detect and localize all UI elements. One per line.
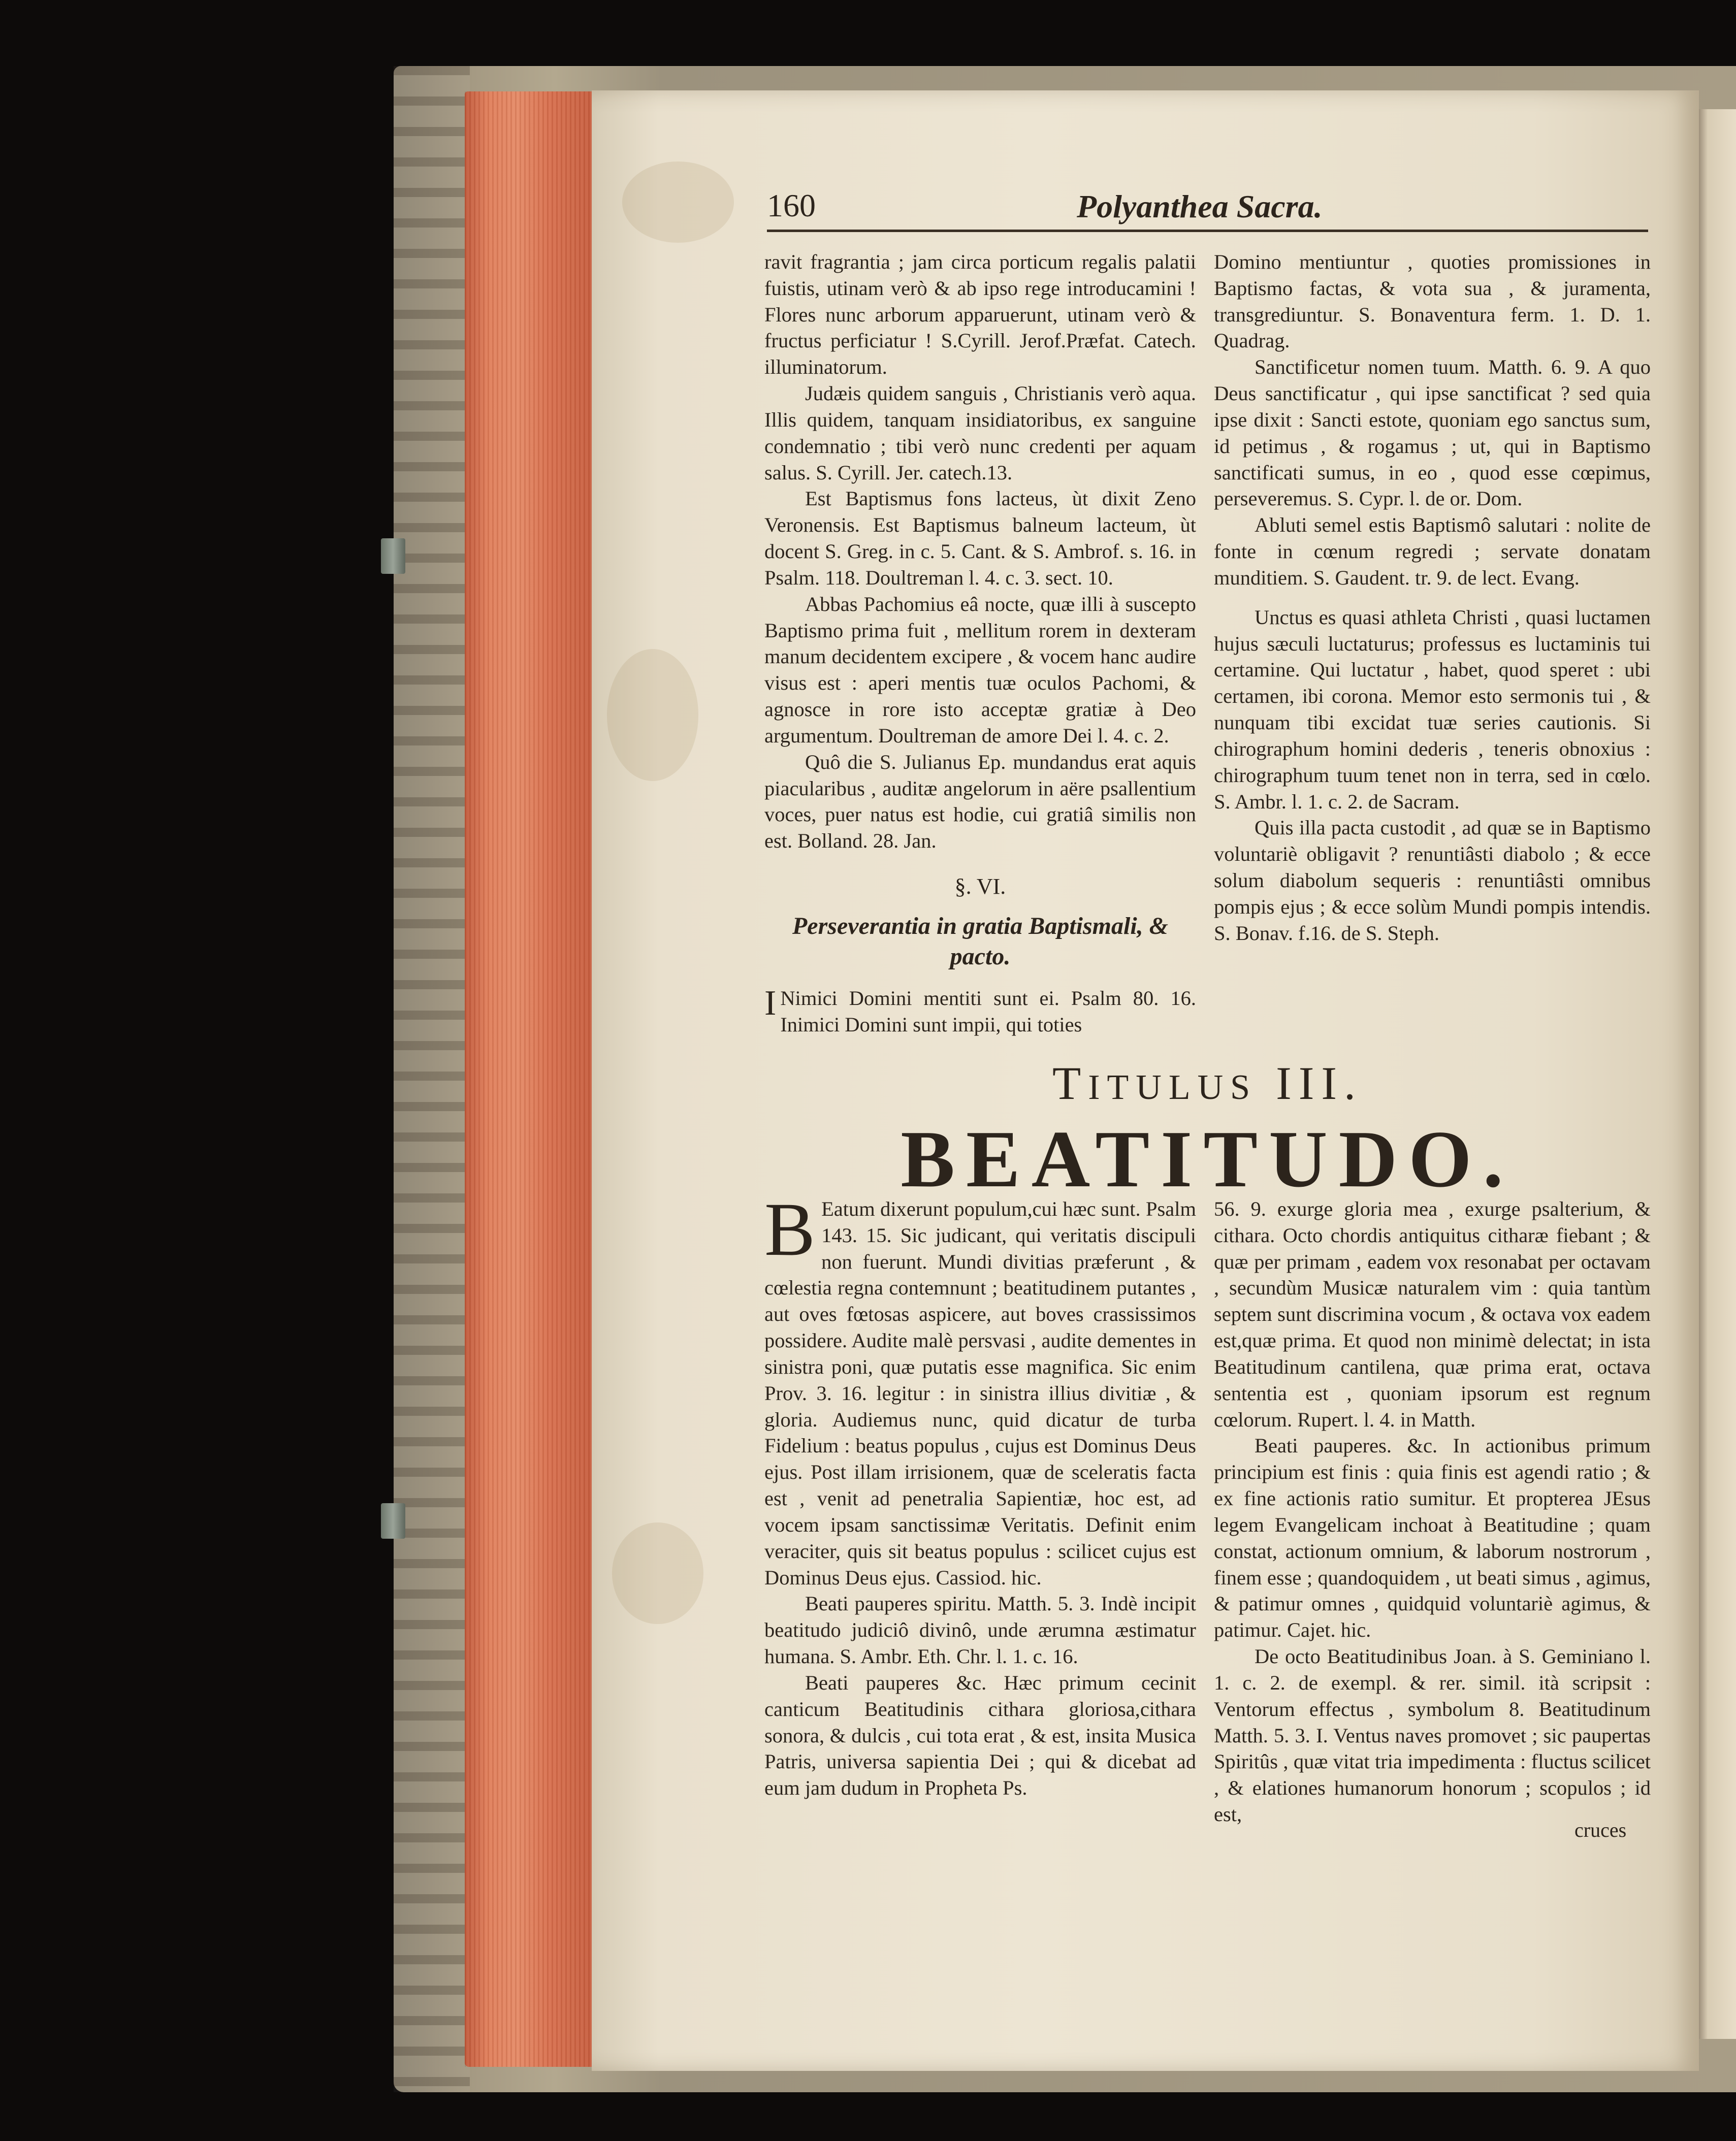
chapter-title: BEATITUDO. — [901, 1114, 1515, 1204]
paragraph: Quis illa pacta custodit , ad quæ se in Baptismo voluntariè obligavit ? renuntiâsti diabolo ; & ecce solum diabolum sequeris : renuntiâsti omnibus pompis ejus ; & ecce solùm Mundi pompis intendis. S. Bonav. f.16. de S. Steph. — [1214, 816, 1651, 945]
column-left-bottom — [764, 1187, 1196, 1801]
titulus-word: ITULUS — [1088, 1068, 1258, 1107]
paragraph-text: Nimici Domini mentiti sunt ei. Psalm 80. 16. Inimici Domini sunt impii, qui toties — [780, 987, 1196, 1036]
paragraph: Quô die S. Julianus Ep. mundandus erat aquis piacularibus , auditæ angelorum in aëre psallentium voces, puer natus est hodie, cui gratiâ similis non est. Bolland. 28. Jan. — [764, 750, 1196, 853]
page-stain — [622, 161, 734, 243]
paragraph: Judæis quidem sanguis , Christianis verò aqua. Illis quidem, tanquam insidiatoribus, ex sanguine condemnatio ; tibi verò nunc credenti per aquam salus. S. Cyrill. Jer. catech.13. — [764, 382, 1196, 484]
paragraph: Abbas Pachomius eâ nocte, quæ illi à suscepto Baptismo prima fuit , mellitum rorem in dexteram manum decidentem excipere , & vocem hanc audire visus est : aperi mentis tuæ oculos Pachomi, & agnosce in rore isto acceptæ gratiæ à Deo argumentum. Doultreman de amore Dei l. 4. c. 2. — [764, 592, 1196, 747]
clasp-upper — [381, 538, 405, 574]
paragraph: Abluti semel estis Baptismô salutari : nolite de fonte in cœnum regredi ; servate donatam munditiem. S. Gaudent. tr. 9. de lect. Evang. — [1214, 513, 1651, 589]
paragraph: Est Baptismus fons lacteus, ùt dixit Zeno Veronensis. Est Baptismus balneum lacteum, ùt docent S. Greg. in c. 5. Cant. & S. Ambrof. s. 16. in Psalm. 118. Doultreman l. 4. c. 3. sect. 10. — [764, 487, 1196, 589]
paragraph: Sanctificetur nomen tuum. Matth. 6. 9. A quo Deus sanctificatur , qui ipse sanctificat ? sed quia ipse dixit : Sancti estote, quoniam ego sanctus sum, id petimus , & rogamus ; ut, qui in Baptismo sanctificati sumus, in eo , quod esse cœpimus, perseveremus. S. Cypr. l. de or. Dom. — [1214, 355, 1651, 510]
paragraph: ravit fragrantia ; jam circa porticum regalis palatii fuistis, utinam verò & ab ipso rege introducamini ! Flores nunc arborum apparuerunt, utinam verò & fructus perficiatur ! S.Cyrill. Jerof.Præfat. Catech. illuminatorum. — [764, 250, 1196, 379]
catchword: cruces — [1574, 1819, 1627, 1841]
page-stain — [607, 649, 698, 781]
paragraph-text: Eatum dixerunt populum,cui hæc sunt. Psalm 143. 15. Sic judicant, qui veritatis discipuli non fuerunt. Mundi divitias præferunt , & cœlestia regna contemnunt ; beatitudinem putantes , aut oves fœtosas aspicere, aut boves crassissimos possidere. Audite malè persvasi , audite dementes in sinistra poni, quæ putatis esse magnifica. Sic enim Prov. 3. 16. legitur : in sinistra illius divitiæ , & gloria. Audiemus nunc, quid dicatur de turba Fidelium : beatus populus , cujus est Dominus Deus ejus. Post illam irrisionem, quæ de sceleratis facta est , venit ad penetralia Sapientiæ, hoc est, ad vocem ipsam sanctissimæ Veritatis. Definit enim veraciter, quis sit beatus populus : scilicet cujus est Dominus Deus ejus. Cassiod. hic. — [764, 1197, 1196, 1589]
paragraph: Beati pauperes &c. Hæc primum cecinit canticum Beatitudinis cithara gloriosa,cithara sonora, & dulcis , cui tota erat , & est, insita Musica Patris, universa sapientia Dei ; qui & dicebat ad eum jam dudum in Propheta Ps. — [764, 1671, 1196, 1800]
column-left-top — [764, 249, 1196, 1038]
running-head — [767, 187, 1648, 233]
section-mark: §. VI. — [954, 874, 1006, 899]
initial-letter: I — [764, 984, 777, 1023]
initial-letter: B — [764, 1187, 816, 1272]
section-heading: Perseverantia in gratia Baptismali, & pacto. — [792, 913, 1169, 970]
page-number: 160 — [767, 187, 816, 223]
titulus-first-letter: T — [1052, 1057, 1088, 1109]
clasp-lower — [381, 1503, 405, 1539]
paragraph: Beati pauperes. &c. In actionibus primum principium est finis : quia finis est agendi ratio ; & ex fine actionis ratio sumitur. Et propterea JEsus legem Evangelicam inchoat à Beatitudine ; quam constat, actionum omnium, & laborum nostrorum , finem esse ; quandoquidem , ut beati simus , agimus, & patimur omnes , quidquid voluntariè agimus, & patimur. Cajet. hic. — [1214, 1434, 1651, 1642]
red-fore-edge — [465, 91, 594, 2067]
paragraph: Unctus es quasi athleta Christi , quasi luctamen hujus sæculi luctaturus; professus es luctaminis tui certamine. Qui luctatur , habet, quod speret : ubi certamen, ibi corona. Memor esto sermonis tui , & nunquam tibi excidat tuæ series cautionis. Si chirographum homini dederis , teneris obnoxius : chirographum tuum tenet non in terra, sed in cœlo. S. Ambr. l. 1. c. 2. de Sacram. — [1214, 605, 1651, 813]
column-right-top — [1214, 249, 1651, 947]
running-title: Polyanthea Sacra. — [1077, 188, 1323, 224]
page-stain — [612, 1522, 703, 1624]
paragraph-with-initial — [764, 1187, 1196, 1591]
titulus-numeral: III. — [1276, 1057, 1363, 1109]
paragraph: Domino mentiuntur , quoties promissiones in Baptismo factas, & vota sua , & juramenta, transgrediuntur. S. Bonaventura ferm. 1. D. 1. Quadrag. — [1214, 250, 1651, 352]
header-rule — [767, 230, 1648, 232]
board-edge-wear — [394, 66, 470, 2092]
paragraph: De octo Beatitudinibus Joan. à S. Geminiano l. 1. c. 2. de exempl. & rer. simil. ità scripsit : Ventorum effectus , symbolum 8. Beatitudinum Matth. 5. 3. I. Ventus naves promovet ; sic paupertas Spiritûs , quæ vitat tria impedimenta : fluctus scilicet , & elationes humanorum honorum ; scopulos ; id est, — [1214, 1645, 1651, 1826]
paragraph: Beati pauperes spiritu. Matth. 5. 3. Indè incipit beatitudo judiciô divinô, unde ærumna æstimatur humana. S. Ambr. Eth. Chr. l. 1. c. 16. — [764, 1592, 1196, 1668]
paragraph: 56. 9. exurge gloria mea , exurge psalterium, & cithara. Octo chordis antiquitus citharæ fiebant ; & quæ per primam , eadem vox resonabat per octavam , secundùm Musicæ naturalem vim : quia tantùm septem sunt discrimina vocum , & octava vox eadem est,quæ prima. Et quod non minimè delectat; in ista Beatitudinum cantilena, quæ prima erat, octava sententia est , quoniam ipsorum est regnum cœlorum. Rupert. l. 4. in Matth. — [1214, 1197, 1651, 1431]
paragraph-with-initial — [764, 985, 1196, 1038]
column-right-bottom — [1214, 1196, 1651, 1828]
titulus-heading — [764, 1056, 1651, 1110]
